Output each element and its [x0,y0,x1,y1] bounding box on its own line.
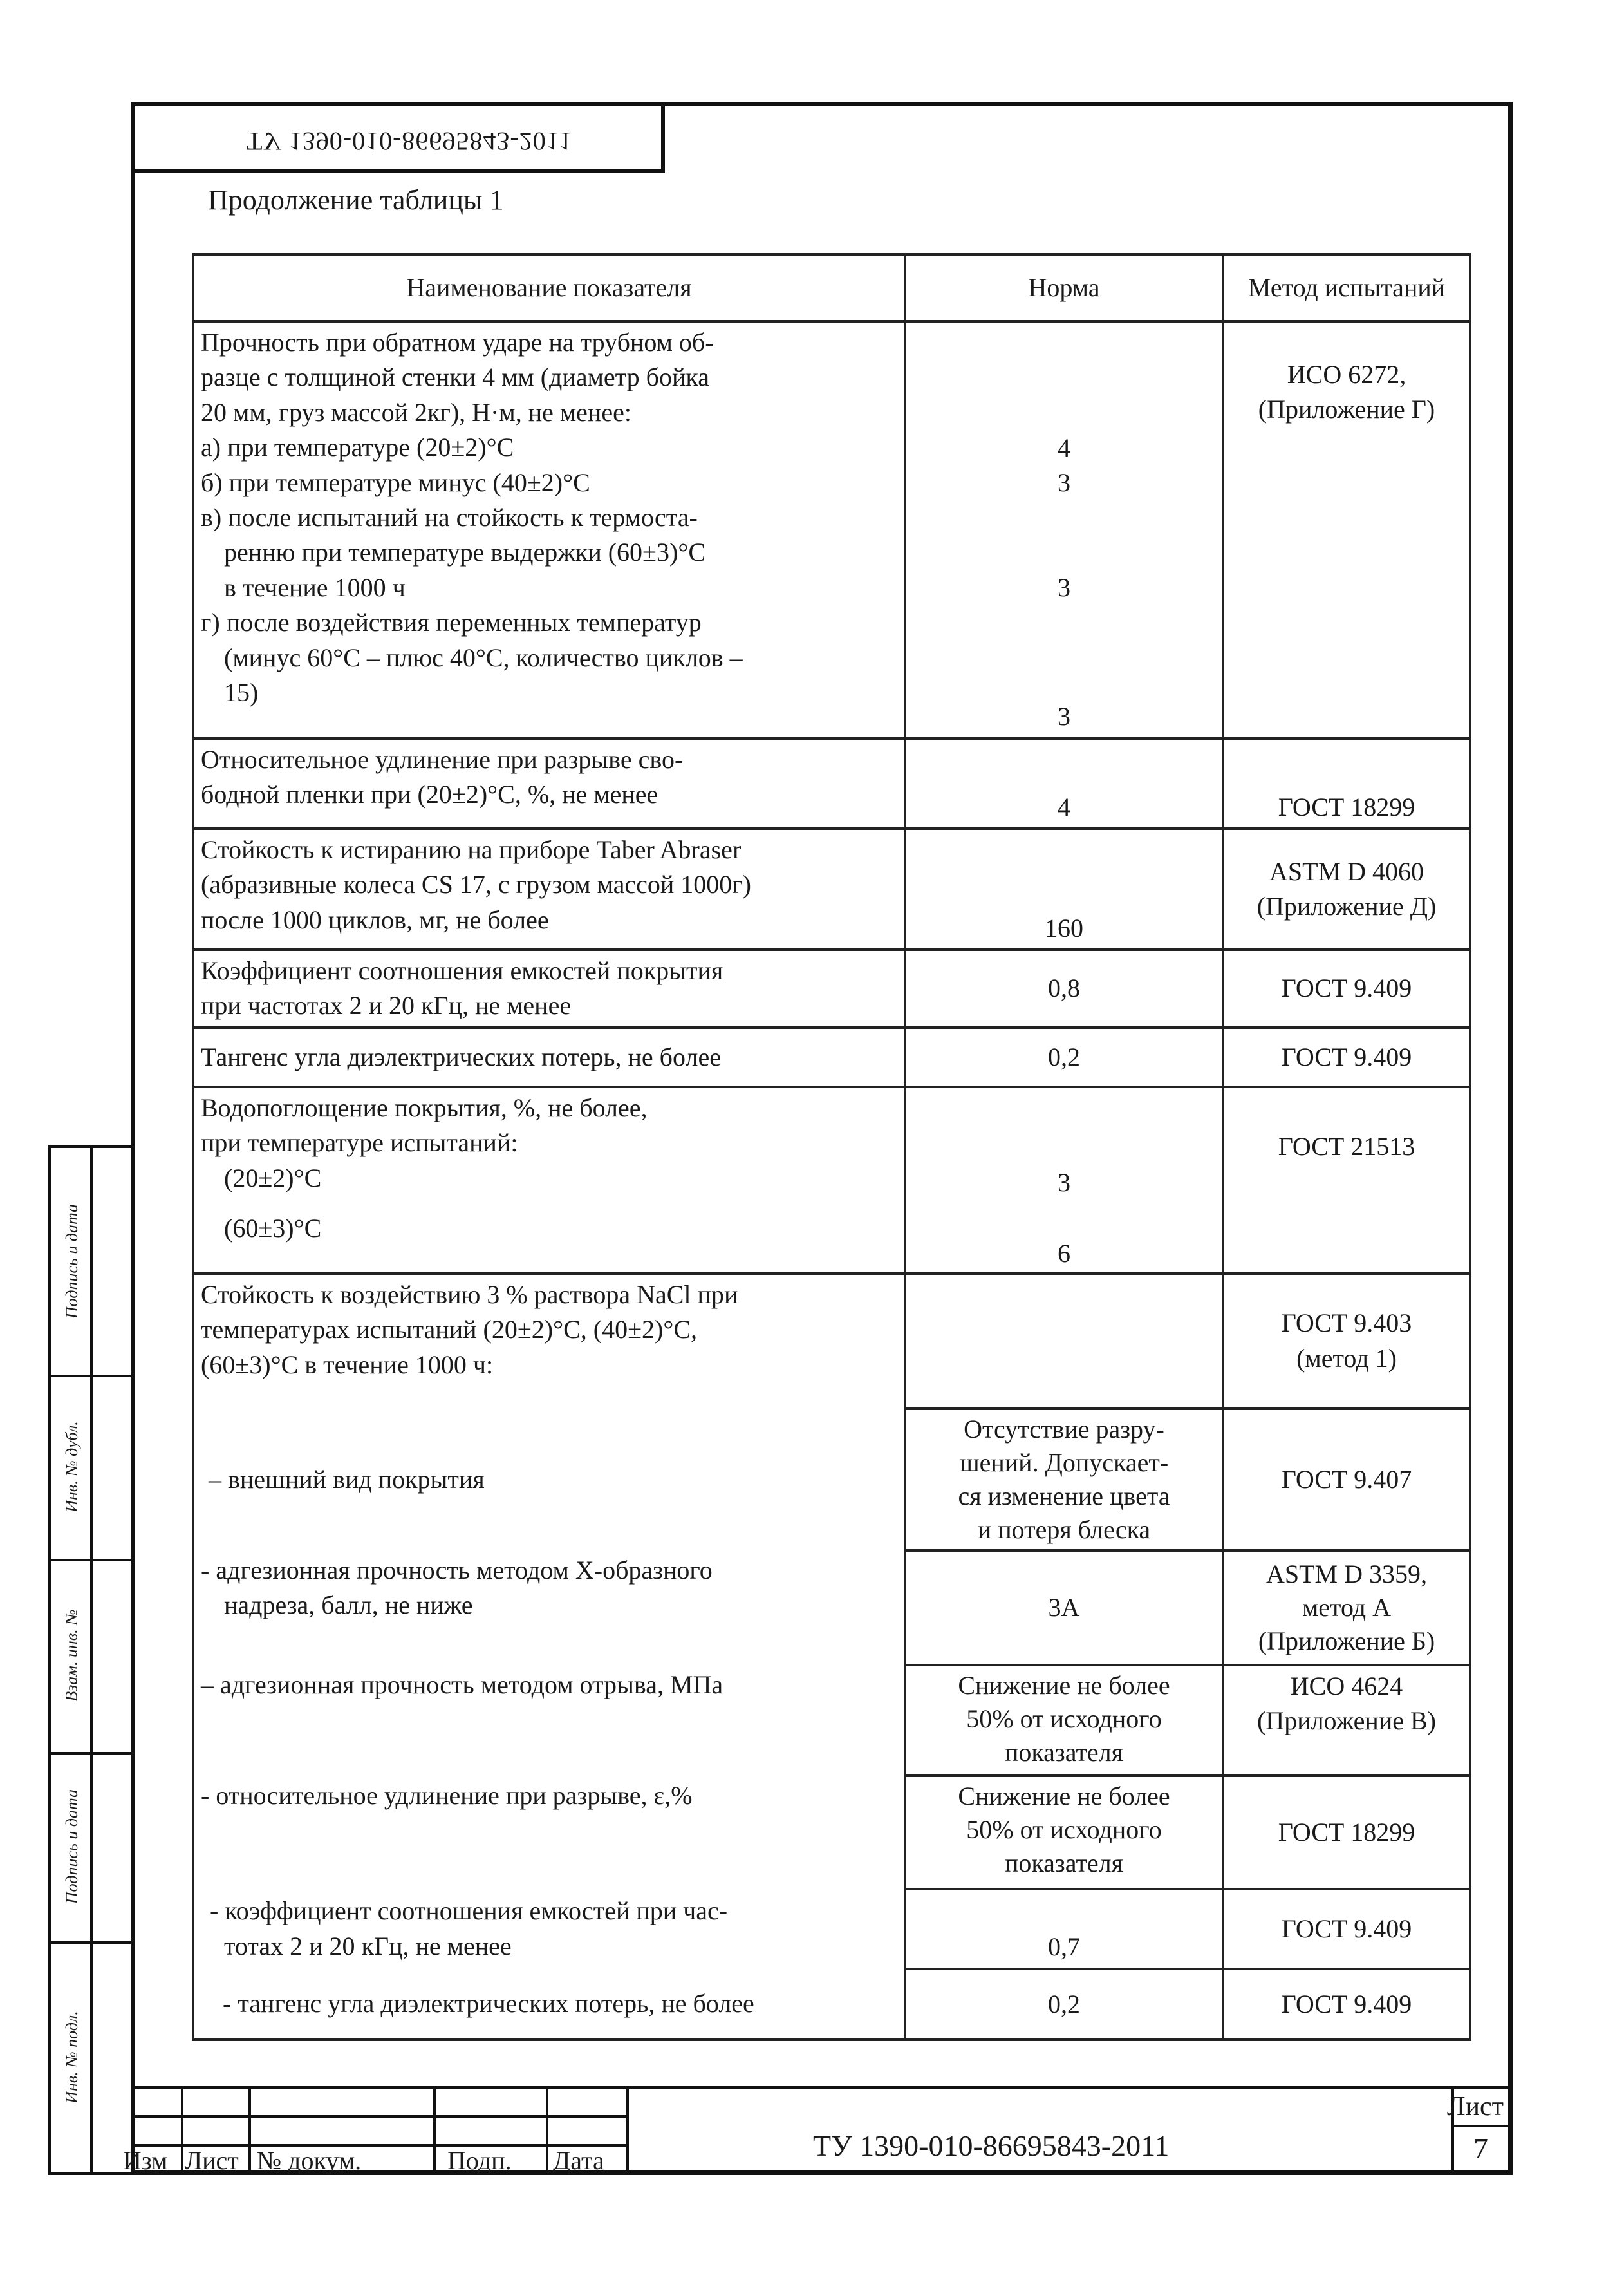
cell-text: надреза, балл, не ниже [224,1590,473,1620]
side-label-text: Подпись и дата [62,1203,81,1319]
side-label [54,1375,90,1559]
side-label [54,1941,90,2173]
row-method: ГОСТ 9.409 [1223,1969,1470,2040]
header-norm: Норма [905,254,1223,321]
side-label-text: Инв. № подл. [62,2011,81,2104]
cell-text: - относительное удлинение при разрыве, ε,% [201,1780,693,1810]
row-norm: 0,2 [905,1028,1223,1087]
row-indicator [193,1550,905,1665]
row-indicator [193,321,905,739]
row-norm: 0,8 [905,950,1223,1028]
cell-text: Стойкость к истиранию на приборе Taber Abraser [201,835,742,864]
row-indicator [193,1665,905,1776]
row-indicator [193,1889,905,1969]
cell-text: 20 мм, груз массой 2кг), Н·м, не менее: [201,397,631,427]
cell-text: г) после воздействия переменных температур [201,608,702,637]
spec-table [192,253,1471,2041]
cell-text: при температуре испытаний: [201,1128,518,1158]
row-method: ГОСТ 9.409 [1223,1889,1470,1969]
tb-podp: Подп. [447,2146,512,2175]
row-method: ГОСТ 18299 [1223,1776,1470,1889]
cell-text: – адгезионная прочность методом отрыва, МПа [201,1670,723,1699]
row-method [1223,1274,1470,1409]
cell-text: (60±3)°С [224,1213,322,1243]
cell-text: после 1000 циклов, мг, не более [201,905,549,934]
table-row [193,321,1470,739]
table-row [193,1274,1470,1409]
row-indicator [193,950,905,1028]
title-block [123,2086,1513,2175]
tb-date: Дата [553,2146,604,2175]
cell-text: шений. Допускает- [959,1447,1169,1477]
tb-doc-no: № докум. [257,2146,362,2175]
row-norm: 160 [905,829,1223,950]
header-method: Метод испытаний [1223,254,1470,321]
row-method [1223,1087,1470,1274]
cell-text: ASTM D 3359, [1265,1559,1428,1588]
side-stamp [48,1145,131,2175]
cell-text: (Приложение Б) [1258,1626,1435,1655]
cell-text: ГОСТ 21513 [1278,1131,1415,1161]
table-row [193,1889,1470,1969]
tb-sheet-label: Лист [1447,2092,1504,2122]
cell-text: температурах испытаний (20±2)°С, (40±2)°С, [201,1315,698,1344]
cell-text: (Приложение В) [1256,1706,1436,1736]
cell-text: в течение 1000 ч [224,572,406,602]
tb-line [181,2086,183,2175]
cell-text: 50% от исходного [966,1814,1162,1844]
row-norm: 0,2 [905,1969,1223,2040]
side-label [54,1148,90,1375]
table-row [193,1550,1470,1665]
tb-izm: Изм [123,2146,168,2175]
cell-text: 4 [1058,433,1070,462]
cell-text: 50% от исходного [966,1704,1162,1733]
row-indicator [193,829,905,950]
cell-text: (20±2)°С [224,1163,322,1192]
table-row [193,1409,1470,1550]
row-method: ГОСТ 9.407 [1223,1409,1470,1550]
row-norm [905,1665,1223,1776]
doc-code-tab [131,102,665,173]
cell-text: и потеря блеска [977,1514,1151,1544]
cell-text: (Приложение Г) [1258,395,1435,424]
row-norm: 3А [905,1550,1223,1665]
cell-text: Снижение не более [958,1670,1170,1700]
tb-line [546,2086,548,2175]
cell-text: ся изменение цвета [958,1481,1170,1511]
tb-line [1451,2125,1513,2127]
row-norm [905,1409,1223,1550]
tb-line [433,2086,436,2175]
table-row [193,1028,1470,1087]
row-method: ГОСТ 9.409 [1223,950,1470,1028]
cell-text: тотах 2 и 20 кГц, не менее [224,1931,512,1961]
cell-text: показателя [1004,1737,1124,1767]
cell-text: ИСО 6272, [1287,360,1406,389]
cell-text: б) при температуре минус (40±2)°С [201,467,590,497]
cell-text: ИСО 4624 [1290,1671,1403,1700]
tb-line [626,2086,629,2175]
row-norm [905,1274,1223,1409]
tb-line [248,2086,251,2175]
table-row [193,1776,1470,1889]
side-label-text: Инв. № дубл. [62,1421,81,1512]
cell-text: Отсутствие разру- [964,1414,1164,1444]
cell-text: в) после испытаний на стойкость к термоста- [201,502,698,532]
cell-text: - тангенс угла диэлектрических потерь, не более [223,1988,754,2018]
side-divider [90,1148,93,2172]
row-norm: 4 [905,739,1223,829]
cell-text: ГОСТ 9.403 [1281,1308,1412,1338]
row-method: ГОСТ 18299 [1223,739,1470,829]
cell-text: Стойкость к воздействию 3 % раствора NaCl при [201,1279,738,1309]
tb-list: Лист [185,2146,239,2175]
cell-text: 3 [1058,468,1070,497]
cell-text: 3 [1058,1167,1070,1197]
cell-text: 3 [1058,573,1070,602]
row-method [1223,1550,1470,1665]
table-row [193,739,1470,829]
table-row [193,950,1470,1028]
tb-line [131,2086,1513,2089]
cell-text: - коэффициент соотношения емкостей при час- [210,1896,728,1926]
table-header-row [193,254,1470,321]
row-norm [905,1776,1223,1889]
cell-text: метод А [1302,1592,1392,1622]
row-indicator [193,1969,905,2040]
doc-code-mirrored: ТУ 1390-010-86695843-2011 [247,127,573,156]
cell-text: (метод 1) [1296,1343,1397,1373]
row-norm: 0,7 [905,1889,1223,1969]
cell-text: Относительное удлинение при разрыве сво- [201,745,684,774]
row-method [1223,1665,1470,1776]
row-indicator [193,1409,905,1550]
cell-text: (Приложение Д) [1256,892,1437,921]
table-row [193,1969,1470,2040]
side-label [54,1559,90,1752]
row-indicator [193,1776,905,1889]
cell-text: ASTM D 4060 [1269,856,1424,886]
cell-text: показателя [1004,1848,1124,1878]
cell-text: при частотах 2 и 20 кГц, не менее [201,991,572,1021]
cell-text: Водопоглощение покрытия, %, не более, [201,1093,648,1122]
cell-text: (60±3)°С в течение 1000 ч: [201,1350,494,1379]
row-method [1223,829,1470,950]
side-label-text: Подпись и дата [62,1789,81,1905]
row-method: ГОСТ 9.409 [1223,1028,1470,1087]
cell-text: а) при температуре (20±2)°С [201,433,514,462]
table-caption: Продолжение таблицы 1 [208,184,504,216]
cell-text: ренню при температуре выдержки (60±3)°С [224,538,706,567]
cell-text: 15) [224,677,259,707]
row-indicator: Тангенс угла диэлектрических потерь, не более [193,1028,905,1087]
cell-text: (абразивные колеса CS 17, с грузом массой 1000г) [201,870,751,899]
cell-text: 6 [1058,1238,1070,1268]
row-indicator [193,1274,905,1409]
header-indicator: Наименование показателя [193,254,905,321]
row-indicator [193,739,905,829]
cell-text: разце с толщиной стенки 4 мм (диаметр бойка [201,362,709,392]
side-label [54,1752,90,1941]
row-method [1223,321,1470,739]
table-row [193,1665,1470,1776]
cell-text: - адгезионная прочность методом Х-образного [201,1555,713,1585]
cell-text: (минус 60°С – плюс 40°С, количество циклов – [224,643,743,672]
row-norm [905,321,1223,739]
row-indicator [193,1087,905,1274]
table-row [193,829,1470,950]
row-norm [905,1087,1223,1274]
cell-text: – внешний вид покрытия [209,1464,485,1494]
tb-line [131,2115,626,2118]
cell-text: Коэффициент соотношения емкостей покрытия [201,956,723,985]
cell-text: 3 [1058,702,1070,731]
cell-text: Прочность при обратном ударе на трубном об- [201,328,714,357]
tb-sheet-number: 7 [1473,2132,1488,2165]
cell-text: бодной пленки при (20±2)°С, %, не менее [201,780,658,809]
cell-text: Снижение не более [958,1781,1170,1811]
side-label-text: Взам. инв. № [62,1609,82,1702]
table-row [193,1087,1470,1274]
tb-doc-title: ТУ 1390-010-86695843-2011 [813,2129,1170,2162]
